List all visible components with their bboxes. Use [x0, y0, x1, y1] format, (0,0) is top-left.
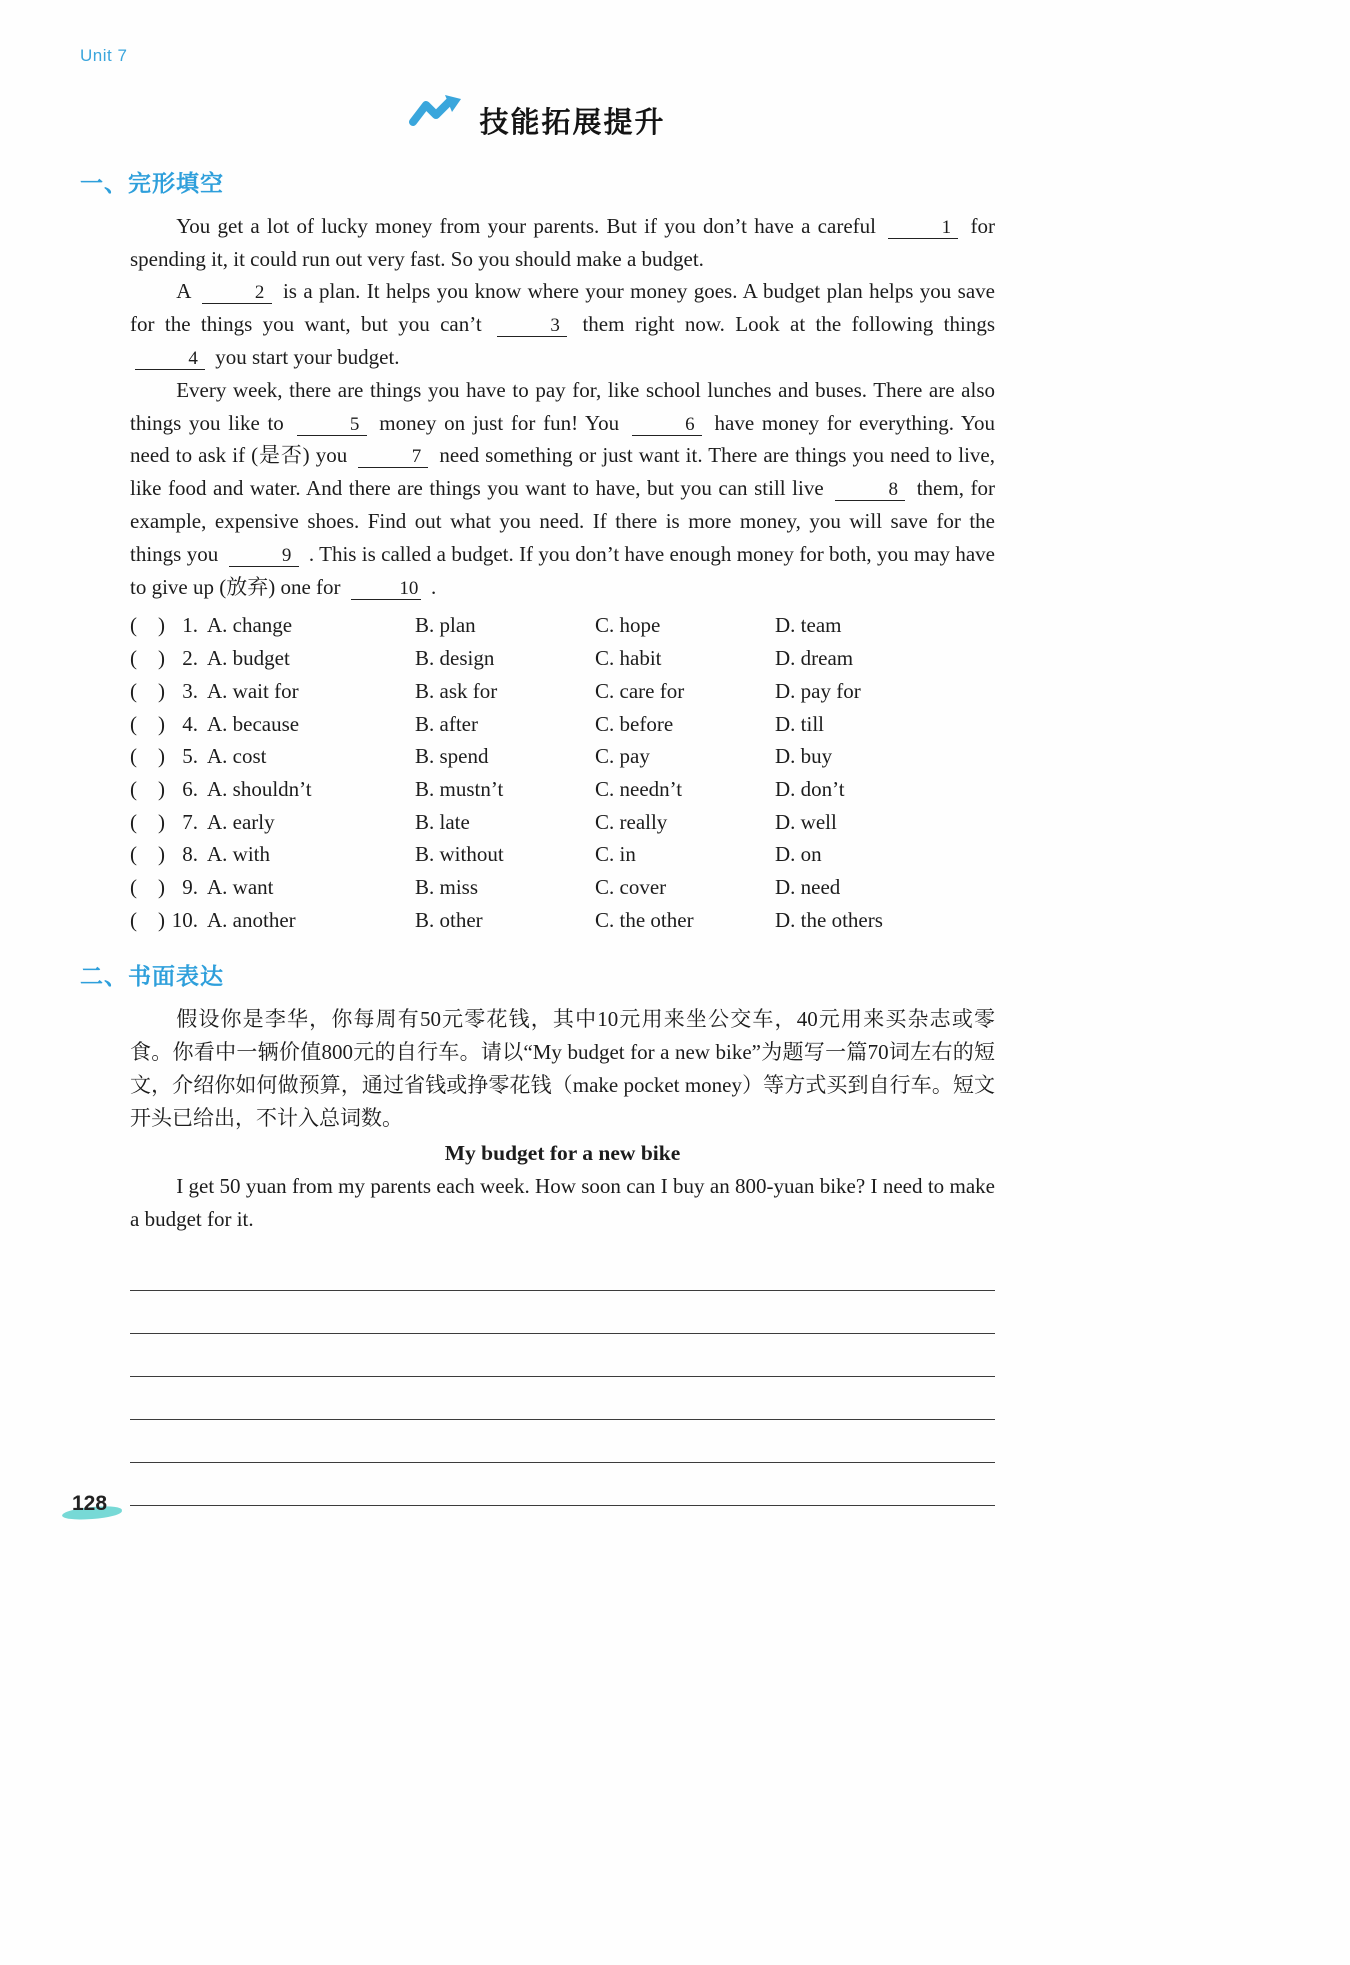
option-d: D. on: [775, 842, 822, 867]
option-a: A. change: [207, 613, 293, 638]
cloze-blank: 8: [835, 480, 905, 501]
essay-opening: I get 50 yuan from my parents each week. How soon can I buy an 800-yuan bike? I need to make a budget for it.: [130, 1174, 995, 1232]
answer-slot: ( ): [130, 776, 165, 801]
option-b: B. without: [415, 842, 504, 867]
cloze-blank: 1: [888, 218, 958, 239]
page-number-text: 128: [72, 1492, 108, 1515]
cloze-blank: 2: [202, 283, 272, 304]
option-a: A. another: [207, 907, 296, 932]
option-c: C. care for: [595, 678, 685, 703]
cloze-paragraph: Every week, there are things you have to pay for, like school lunches and buses. There are also things you like to 5 money on just for fun! You 6 have money for everything. You need to ask if (是否) you 7 need something or just want it. There are things you need to live, like food and water. And there are things you want to have, but you can still live 8 them, for example, expensive shoes. Find out what you need. If there is more money, you will save for the things you 9 . This is called a budget. If you don’t have enough money for both, you may have to give up (放弃) one for 10 .: [130, 377, 995, 599]
option-a: A. budget: [207, 646, 290, 671]
question-number: 1.: [182, 613, 198, 638]
trend-arrow-icon: [409, 94, 463, 135]
option-c: C. hope: [595, 613, 661, 638]
option-a: A. want: [207, 875, 274, 900]
writing-line: [130, 1248, 995, 1291]
cloze-passage: [130, 210, 995, 604]
page-title: 技能拓展提升: [479, 106, 666, 139]
option-c: C. cover: [595, 875, 667, 900]
option-c: C. pay: [595, 744, 650, 769]
cloze-blank: 3: [497, 316, 567, 337]
writing-section: [80, 958, 995, 1506]
option-d: D. team: [775, 613, 842, 638]
option-cell-a: [130, 675, 415, 708]
option-cell-a: [130, 773, 415, 806]
cloze-paragraph: A 2 is a plan. It helps you know where your money goes. A budget plan helps you save for the things you want, but you can’t 3 them right now. Look at the following things 4 you start your budget.: [130, 279, 995, 370]
answer-slot: ( ): [130, 613, 165, 638]
option-cell-a: [130, 904, 415, 937]
option-b: B. miss: [415, 875, 479, 900]
option-b: B. after: [415, 711, 478, 736]
cloze-blank: 7: [358, 447, 428, 468]
option-row: [130, 609, 995, 642]
option-c: C. before: [595, 711, 674, 736]
option-cell-a: [130, 609, 415, 642]
option-cell-a: [130, 642, 415, 675]
writing-lines: [130, 1248, 995, 1506]
option-d: D. till: [775, 711, 825, 736]
answer-slot: ( ): [130, 646, 165, 671]
option-c: C. the other: [595, 907, 694, 932]
option-b: B. plan: [415, 613, 476, 638]
option-cell-a: [130, 871, 415, 904]
option-row: [130, 708, 995, 741]
cloze-blank: 10: [351, 579, 421, 600]
option-b: B. design: [415, 646, 495, 671]
option-b: B. ask for: [415, 678, 498, 703]
section2-heading: 二、书面表达: [80, 963, 224, 990]
question-number: 2.: [182, 646, 198, 671]
option-cell-a: [130, 708, 415, 741]
unit-label: Unit 7: [80, 46, 128, 65]
option-c: C. in: [595, 842, 636, 867]
option-b: B. spend: [415, 744, 489, 769]
option-row: [130, 773, 995, 806]
option-b: B. late: [415, 809, 470, 834]
question-number: 8.: [182, 842, 198, 867]
question-number: 9.: [182, 875, 198, 900]
option-row: [130, 675, 995, 708]
option-a: A. early: [207, 809, 275, 834]
cloze-blank: 4: [135, 349, 205, 370]
option-a: A. wait for: [207, 678, 299, 703]
answer-slot: ( ): [130, 842, 165, 867]
option-d: D. need: [775, 875, 841, 900]
writing-line: [130, 1334, 995, 1377]
question-number: 4.: [182, 711, 198, 736]
option-b: B. mustn’t: [415, 776, 504, 801]
option-row: [130, 806, 995, 839]
writing-line: [130, 1377, 995, 1420]
page-content: [80, 0, 995, 1506]
writing-line: [130, 1463, 995, 1506]
option-cell-a: [130, 838, 415, 871]
cloze-blank: 9: [229, 546, 299, 567]
writing-line: [130, 1291, 995, 1334]
option-c: C. really: [595, 809, 668, 834]
answer-slot: ( ): [130, 809, 165, 834]
cloze-paragraph: You get a lot of lucky money from your parents. But if you don’t have a careful 1 for spending it, it could run out very fast. So you should make a budget.: [130, 213, 995, 271]
answer-slot: ( ): [130, 744, 165, 769]
writing-line: [130, 1420, 995, 1463]
option-d: D. pay for: [775, 678, 861, 703]
option-row: [130, 642, 995, 675]
answer-slot: ( ): [130, 875, 165, 900]
option-a: A. because: [207, 711, 300, 736]
page-header: [80, 94, 995, 141]
option-cell-a: [130, 806, 415, 839]
option-d: D. the others: [775, 907, 883, 932]
option-d: D. dream: [775, 646, 854, 671]
essay-title: My budget for a new bike: [444, 1141, 681, 1166]
question-number: 6.: [182, 776, 198, 801]
option-row: [130, 740, 995, 773]
option-d: D. don’t: [775, 776, 845, 801]
question-number: 10.: [171, 907, 198, 932]
options-list: [130, 609, 995, 936]
option-d: D. well: [775, 809, 837, 834]
option-b: B. other: [415, 907, 483, 932]
option-a: A. with: [207, 842, 270, 867]
writing-prompt: 假设你是李华，你每周有50元零花钱，其中10元用来坐公交车，40元用来买杂志或零食。你看中一辆价值800元的自行车。请以“My budget for a new bike”为题写一篇70词左右的短文，介绍你如何做预算，通过省钱或挣零花钱（make pocket money）等方式买到自行车。短文开头已给出，不计入总词数。: [130, 1007, 995, 1131]
option-a: A. cost: [207, 744, 267, 769]
option-c: C. habit: [595, 646, 662, 671]
option-a: A. shouldn’t: [207, 776, 312, 801]
cloze-blank: 5: [297, 415, 367, 436]
page-number: [72, 1492, 107, 1516]
question-number: 3.: [182, 678, 198, 703]
option-cell-a: [130, 740, 415, 773]
cloze-section: [80, 165, 995, 937]
question-number: 5.: [182, 744, 198, 769]
option-d: D. buy: [775, 744, 833, 769]
question-number: 7.: [182, 809, 198, 834]
option-row: [130, 871, 995, 904]
option-row: [130, 838, 995, 871]
option-c: C. needn’t: [595, 776, 683, 801]
section1-heading: 一、完形填空: [80, 169, 224, 196]
answer-slot: ( ): [130, 711, 165, 736]
answer-slot: ( ): [130, 907, 165, 932]
answer-slot: ( ): [130, 678, 165, 703]
option-row: [130, 904, 995, 937]
cloze-blank: 6: [632, 415, 702, 436]
